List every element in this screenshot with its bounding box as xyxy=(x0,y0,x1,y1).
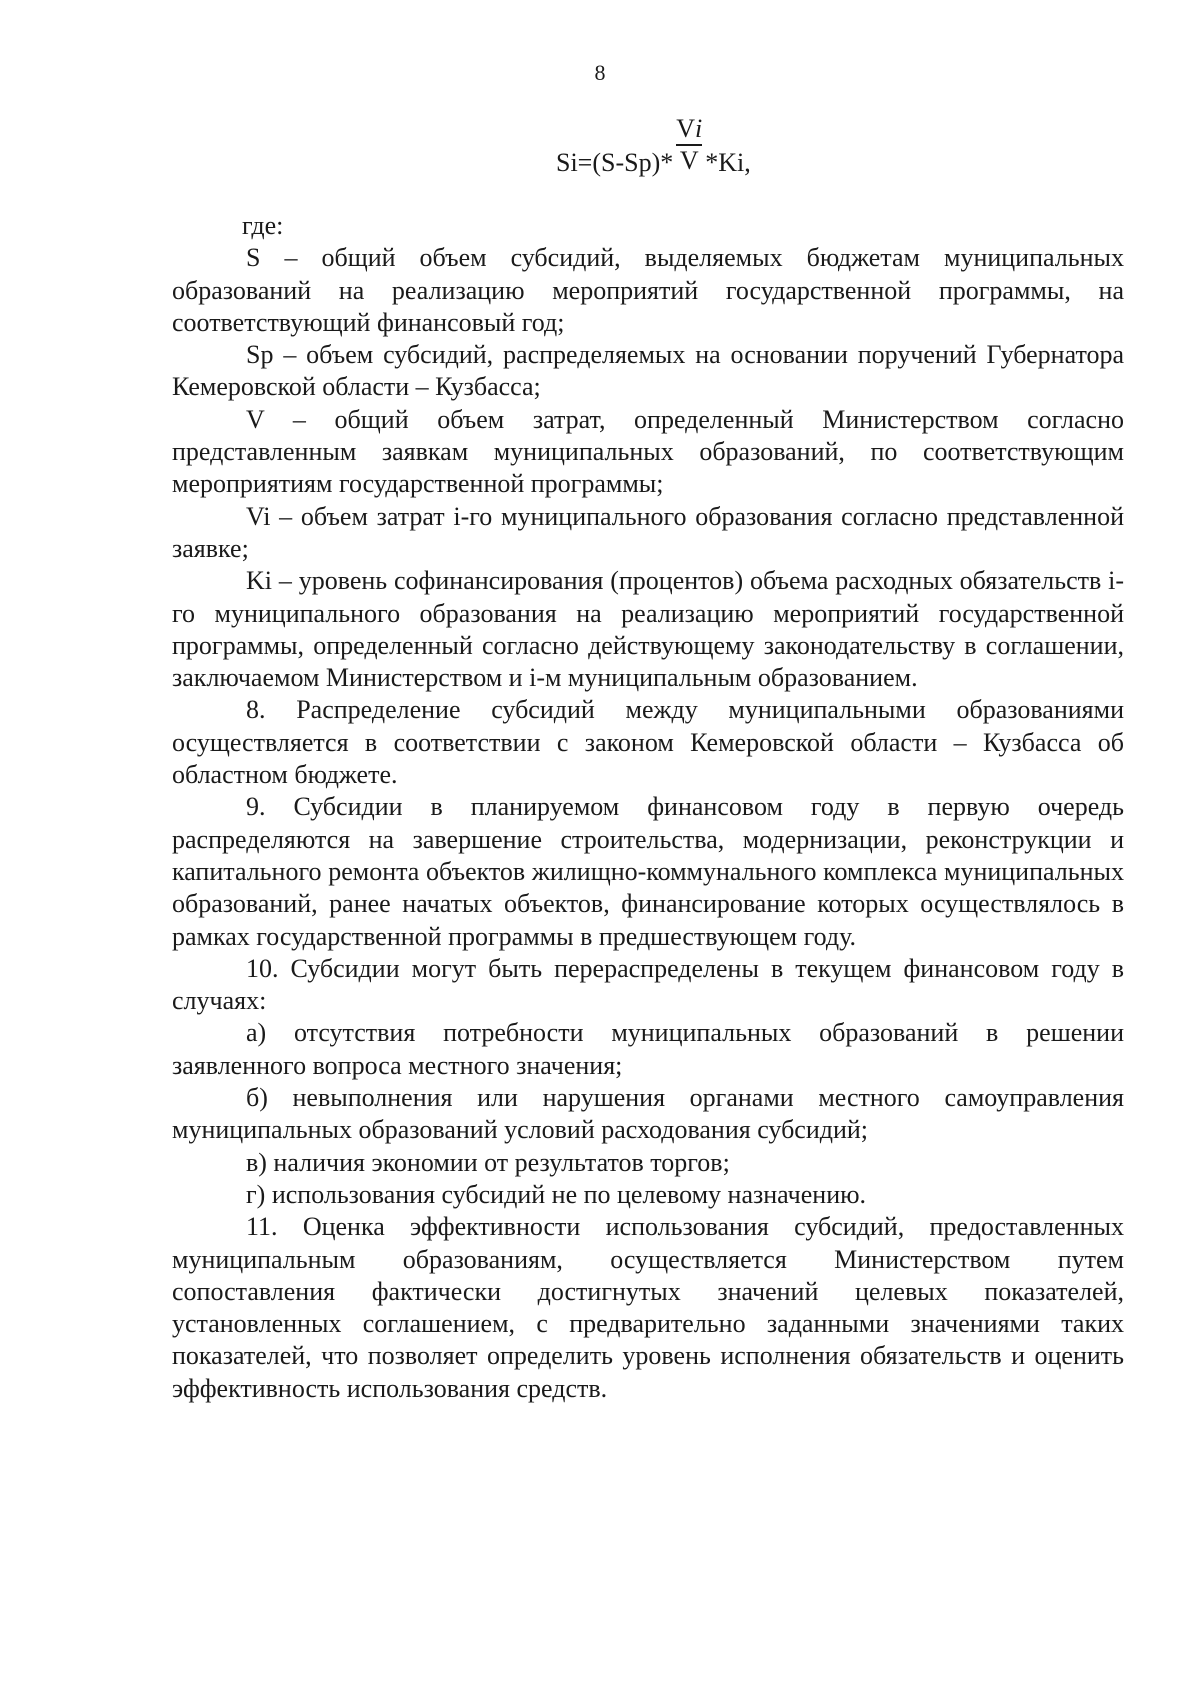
formula-numerator-main: V xyxy=(676,114,696,143)
paragraph-def-s: S – общий объем субсидий, выделяемых бюджетам муниципальных образований на реализацию мероприятий государственной программы, на соответствующий финансовый год; xyxy=(172,243,1124,337)
paragraph-def-sp: Sp – объем субсидий, распределяемых на основании поручений Губернатора Кемеровской области – Кузбасса; xyxy=(172,340,1124,402)
paragraph-def-ki: Ki – уровень софинансирования (процентов) объема расходных обязательств i-го муниципального образования на реализацию мероприятий государственной программы, определенный согласно действующему законодательству в соглашении, заключаемом Министерством и i-м муниципальным образованием. xyxy=(172,566,1124,693)
paragraph-def-v: V – общий объем затрат, определенный Министерством согласно представленным заявкам муниципальных образований, по соответствующим мероприятиям государственной программы; xyxy=(172,404,1124,499)
paragraph-item-9: 9. Субсидии в планируемом финансовом году в первую очередь распределяются на завершение строительства, модернизации, реконструкции и капитального ремонта объектов жилищно-коммунального комплекса муниципальных образований, ранее начатых объектов, финансирование которых осуществлялось в рамках государственной программы в предшествующем году. xyxy=(172,792,1124,951)
paragraph-item-11: 11. Оценка эффективности использования субсидий, предоставленных муниципальным образованиям, осуществляется Министерством путем сопоставления фактически достигнутых значений целевых показателей, установленных соглашением, с предварительно заданными значениями таких показателей, что позволяет определить уровень исполнения обязательств и оценить эффективность использования средств. xyxy=(172,1212,1124,1403)
paragraph-def-vi: Vi – объем затрат i-го муниципального образования согласно представленной заявке; xyxy=(172,501,1124,563)
page-number: 8 xyxy=(594,60,606,85)
paragraph-item-8: 8. Распределение субсидий между муниципальными образованиями осуществляется в соответствии с законом Кемеровской области – Кузбасса об областном бюджете. xyxy=(172,695,1124,790)
formula-rhs: *Ki, xyxy=(705,148,751,177)
paragraph-item-10a: а) отсутствия потребности муниципальных образований в решении заявленного вопроса местного значения; xyxy=(172,1018,1124,1080)
paragraph-item-10g: г) использования субсидий не по целевому назначению. xyxy=(246,1179,867,1209)
formula-fraction xyxy=(674,114,704,176)
paragraph-item-10: 10. Субсидии могут быть перераспределены в текущем финансовом году в случаях: xyxy=(172,953,1124,1016)
formula-numerator-sub: i xyxy=(695,114,703,143)
formula-lhs: Si=(S-Sp)* xyxy=(556,148,674,177)
paragraph-item-10b: б) невыполнения или нарушения органами местного самоуправления муниципальных образований условий расходования субсидий; xyxy=(172,1083,1124,1145)
formula-numerator xyxy=(674,114,704,144)
paragraph-item-10v: в) наличия экономии от результатов торгов; xyxy=(246,1147,730,1177)
subsidy-formula xyxy=(556,114,751,178)
formula-denominator: V xyxy=(679,146,699,175)
paragraph-where: где: xyxy=(242,211,284,240)
document-body xyxy=(172,210,1124,1405)
